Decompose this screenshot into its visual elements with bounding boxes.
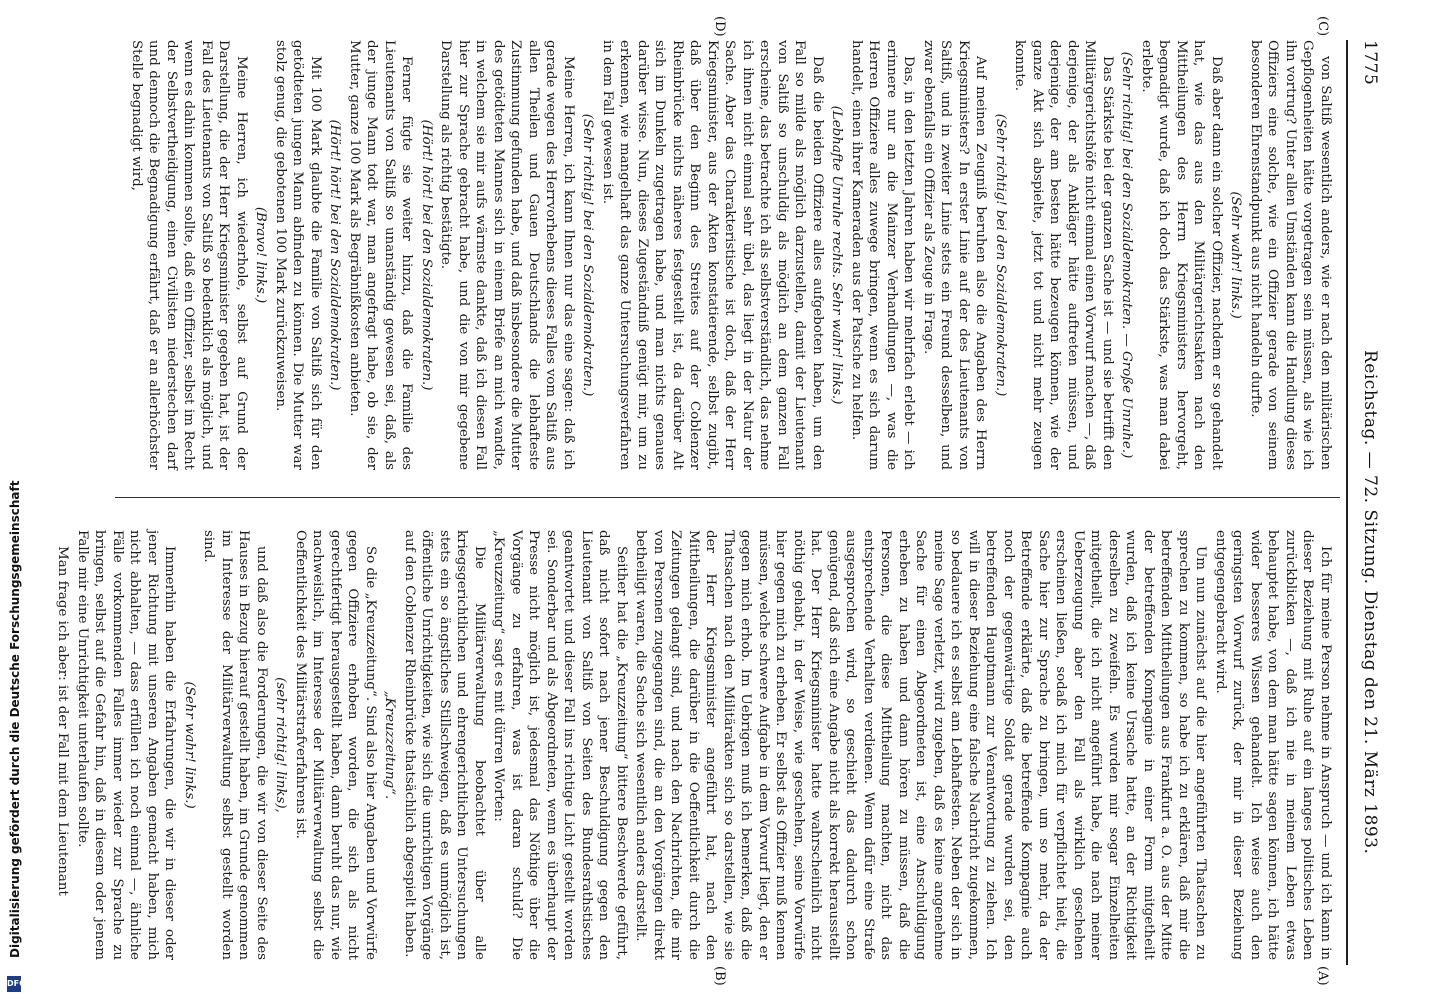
paragraph: Die Militärverwaltung beobachtet über alle kriegsgerichtlichen und ehrengerichtlichen Untersuchungen stets ein so ängstliches Stillschweigen, daß es unmöglich ist, öffentliche Unrichtigkeiten, wie sich die unrichtigen Vorgänge auf den Coblenzer Rheinbrücke thatsächlich abgespielt haben.: [402, 530, 487, 960]
paragraph: Meine Herren, ich wiederhole, selbst auf Grund der Darstellung, die der Herr Kriegsminister gegeben hat, ist der Fall des Lieutenants von Saltiß so bedenklich als möglich, und wenn es dahin kommen sollte, daß ein Offizier, selbst im Recht der Selbstvertheidigung, einen Civilisten niederstechen darf und dennoch die Begnadigung erfährt, daß er an allerhöchster Stelle begnadigt wird,: [129, 40, 249, 470]
footer: [4, 9, 26, 994]
paragraph: So die „Kreuzzeitung“. Sind also hier Angaben und Vorwürfe gegen Offiziere erhoben worden, die sich als nicht gerechtfertigt herausgestellt haben, dann beruht das nur, wie nachweislich, im Interesse der Militärverwaltung selbst die Oeffentlichkeit des Militärstrafverfahrens ist.: [293, 530, 378, 960]
paragraph: (Hört! hört! bei den Sozialdemokraten.): [419, 119, 434, 391]
paragraph: Man frage ich aber: ist der Fall mit dem Lieutenant: [55, 546, 71, 896]
paragraph: Auf meinen Zeugniß beruhen also die Angaben des Herrn Kriegsministers? In erster Linie auf der des Lieutenants von Saltiß, und in zweiter Linie stets ein Freund desselben, und zwar ebenfalls ein Offizier als Zeuge in Frage.: [921, 40, 989, 470]
marker-b: (B): [712, 966, 727, 986]
paragraph: (Sehr richtig! bei den Sozialdemokraten. — Große Unruhe.): [1119, 51, 1135, 459]
paragraph: Das, in den letzten Jahren haben wir mehrfach erlebt — ich erinnere nur an die Mainzer Verhandlungen —, was die Herren Offiziere alles zuwege bringen, wenn es sich darum handelt, einen ihrer Kameraden aus der Patsche zu helfen.: [849, 40, 917, 470]
header-rule: [1346, 40, 1348, 965]
paragraph: (Sehr richtig! bei den Sozialdemokraten.): [993, 113, 1008, 397]
marker-d: (D): [712, 16, 727, 37]
left-column: [124, 40, 1334, 470]
paragraph: Das Stärkste bei der ganzen Sache ist — und sie betrifft den Militärgerichtshöfe nicht einmal einen Vorwurf machen —, daß derjenige, der als Ankläger hätte auftreten müssen, und derjenige, der am besten hätte bezeugen können, wie der ganze Akt sich abspielte, jetzt tot und nicht mehr zeugen konnte.: [1012, 40, 1115, 470]
paragraph: Um nun zunächst auf die hier angeführten Thatsachen zu sprechen zu kommen, so habe ich zu erklären, daß mir die betreffenden Mittheilungen aus Frankfurt a. O. aus der Mitte der betreffenden Kompagnie in einer Form mitgetheilt wurden, daß ich keine Ursache hatte, an der Richtigkeit derselben zu zweifeln. Es wurden mir sogar Einzelheiten mitgetheilt, die ich nicht angeführt habe, die nach meiner Ueberzeugung aber den Fall als wirklich geschehen erscheinen ließen, sodaß ich mich für verpflichtet hielt, die Sache hier zur Sprache zu bringen, um so mehr, da der Betreffende erklärte, daß die betreffende Kompagnie auch noch der gegenwärtige Soldat gerade wurden sei, den betreffenden Hauptmann zur Verantwortung zu ziehen. Ich will in dieser Beziehung eine falsche Nachricht zugekommen, so bedauere ich es selbst am Lebhaftesten. Neben der sich in meine Sage verletzt, wird zugeben, daß es keine angenehme Sache für einen Abgeordneten ist, eine Anschuldigung erheben zu haben und dann hören zu müssen, daß die Personen, die diese Mittheilung machten, nicht das entsprechende Verhalten verdienen. Wenn dafür eine Strafe ausgesprochen wird, so geschieht das dadurch schon genügend, daß sich eine Angabe nicht als korrekt herausstellt hat. Der Herr Kriegsminister hatte wahrscheinlich nicht nöthig gehabt, in der Weise, wie geschehen, seine Vorwürfe hier gegen mich zu erheben. Er selbst als Offizier muß kennen müssen, welche schwere Aufgabe in dem Vorwurf liegt, den er gegen mich erhob. Im Uebrigen muß ich bemerken, daß die Thatsachen nach den Militärakten sich so darstellen, wie sie der Herr Kriegsminister angeführt hat, nach den Mittheilungen, die darüber in die Oeffentlichkeit durch die Zeitungen gelangt sind, und nach den Nachrichten, die mir von Personen zugegangen sind, die an den Vorgängen direkt betheiligt waren, die Sache sich wesentlich anders darstellt.: [633, 530, 1209, 960]
column-divider: [115, 497, 1340, 498]
paragraph: Ferner fügte sie weiter hinzu, daß die Familie des Lieutenants von Saltiß so unanständig gewesen sei, daß, als der junge Mann todt war, man angefragt habe, ob sie, der Mutter, ganze 100 Mark als Begräbnißkosten anbieten.: [347, 40, 415, 470]
paragraph: Immerhin haben die Erfahrungen, die wir in dieser oder jener Richtung mit unseren Angaben gemacht haben, mich nicht abhalten, — dass erfüllen ich noch einmal —, ähnliche Fälle vorkommenden Falles immer wieder zur Sprache zu bringen, selbst auf die Gefahr hin, daß in diesem oder jenem Falle mir eine Unrichtigkeit unterlaufen sollte.: [75, 530, 178, 960]
header-title: Reichstag. — 72. Sitzung. Dienstag den 21. März 1893.: [1360, 350, 1380, 855]
paragraph: (Bravo! links.): [253, 206, 269, 304]
paragraph: Seither hat die „Kreuzzeitung“ bittere Beschwerde geführt, daß nicht sofort nach jener Beschuldigung gegen den Lieutenant von Saltiß von Seiten des Bundesrathstisches geantwortet und dieser Fall ins richtige Licht gestellt worden sei. Sonderbar und als Abgeordneten, wenn es überhaupt der Presse nicht möglich ist, jedesmal das Nöthige über die Vorgänge zu erfahren, was ist daran schuld? Die „Kreuzzeitung“ sagt es mit dürren Worten:: [491, 530, 629, 960]
paragraph: (Hört! hört! bei den Sozialdemokraten.): [327, 119, 343, 391]
footer-text: Digitalisierung gefördert durch die Deutsche Forschungsgemeinschaft: [8, 480, 22, 958]
paragraph: und daß also die Forderungen, die wir von dieser Seite des Hauses in Bezug hierauf gestellt haben, im Grunde genommen im Interesse der Militärverwaltung selbst gestellt worden sind.: [201, 530, 269, 960]
paragraph: Mit 100 Mark glaubte die Familie von Saltiß sich für den getödteten jungen Mann abfinden zu können. Die Mutter war stolz genug, die gebotenen 100 Mark zurückzuweisen.: [273, 40, 323, 470]
right-column: [55, 530, 1334, 960]
marker-c: (C): [1315, 16, 1330, 37]
dfg-logo: DFG: [7, 976, 21, 992]
paragraph: Meine Herren, ich kann Ihnen nur das eine sagen: daß ich gerade wegen des Herrvorhebens dieses Falles vom Saltiß aus allen Theilen und Gauen Deutschlands die lebhafteste Zustimmung gefunden habe, und daß insbesondere die Mutter des getödteten Mannes sich in einem Briefe an mich wandte, in welchem sie mir aufs wärmste dankte, daß ich diesen Fall hier zur Sprache gebracht habe, und die von mir gegebene Darstellung als richtig bestätigte.: [438, 40, 576, 470]
paragraph: (sehr richtig! links),: [273, 677, 289, 813]
paragraph: von Saltiß wesentlich anders, wie er nach den militärischen Gepflogenheiten hätte vorgetragen sein müssen, als wie ich ihn vortrug? Unter allen Umständen kann die Handlung dieses Offiziers eine solche, wie ein Offizier gerade von seinem besonderen Ehrenstandpunkt aus nicht handeln durfte.: [1248, 40, 1333, 470]
paragraph: (Lebhafte Unruhe rechts. Sehr wahr! links.): [829, 105, 845, 405]
paragraph: „Kreuzzeitung“.: [382, 690, 398, 800]
page-header: [1352, 40, 1380, 960]
paragraph: Daß aber dann ein solcher Offizier, nachdem er so gehandelt hat, wie das aus den Militärgerichtsakten nach den Mittheilungen des Herrn Kriegsministers hervorgeht, begnadigt wurde, daß ich doch das Stärkste, was man dabei erlebte.: [1139, 40, 1224, 470]
paragraph: (Sehr wahr! links.): [1228, 191, 1244, 319]
page-number: 1775: [1360, 40, 1380, 86]
marker-a: (A): [1315, 966, 1330, 986]
paragraph: Daß die beiden Offiziere alles aufgeboten haben, um den Fall so milde als möglich darzustellen, damit der Lieutenant von Saltiß so unschuldig als möglich an dem ganzen Fall erscheine, das betrachte ich als selbstverständlich, das nehme ich ihnen nicht einmal sehr übel, das liegt in der Natur der Sache. Aber das Charakteristische ist doch, daß der Herr Kriegsminister, aus der Akten konstatierende, selbst zugibt, daß über den Beginn des Streites auf der Coblenzer Rheinbrücke nichts näheres festgestellt ist, da darüber Alt sich im Dunkeln zugetragen habe, und man nichts genaues darüber wisse. Nun, dieses Zugeständniß genügt mir, um zu erkennen, wie mangelhaft das ganze Untersuchungsverfahren in dem Fall gewesen ist.: [600, 40, 825, 470]
paragraph: Ich für meine Person nehme in Anspruch — und ich kann in dieser Beziehung mit Ruhe auf ein langes politisches Leben zurückblicken —, daß ich nie in meinem Leben etwas behauptet habe, von dem man hätte sagen können, ich hätte wider besseres Wissen gehandelt. Ich weise auch den geringsten Vorwurf zurück, der mir in dieser Beziehung entgegengebracht wird.: [1213, 530, 1333, 960]
paragraph: (Sehr wahr! links.): [182, 681, 197, 809]
paragraph: (Sehr richtig! bei den Sozialdemokraten.): [580, 113, 596, 397]
